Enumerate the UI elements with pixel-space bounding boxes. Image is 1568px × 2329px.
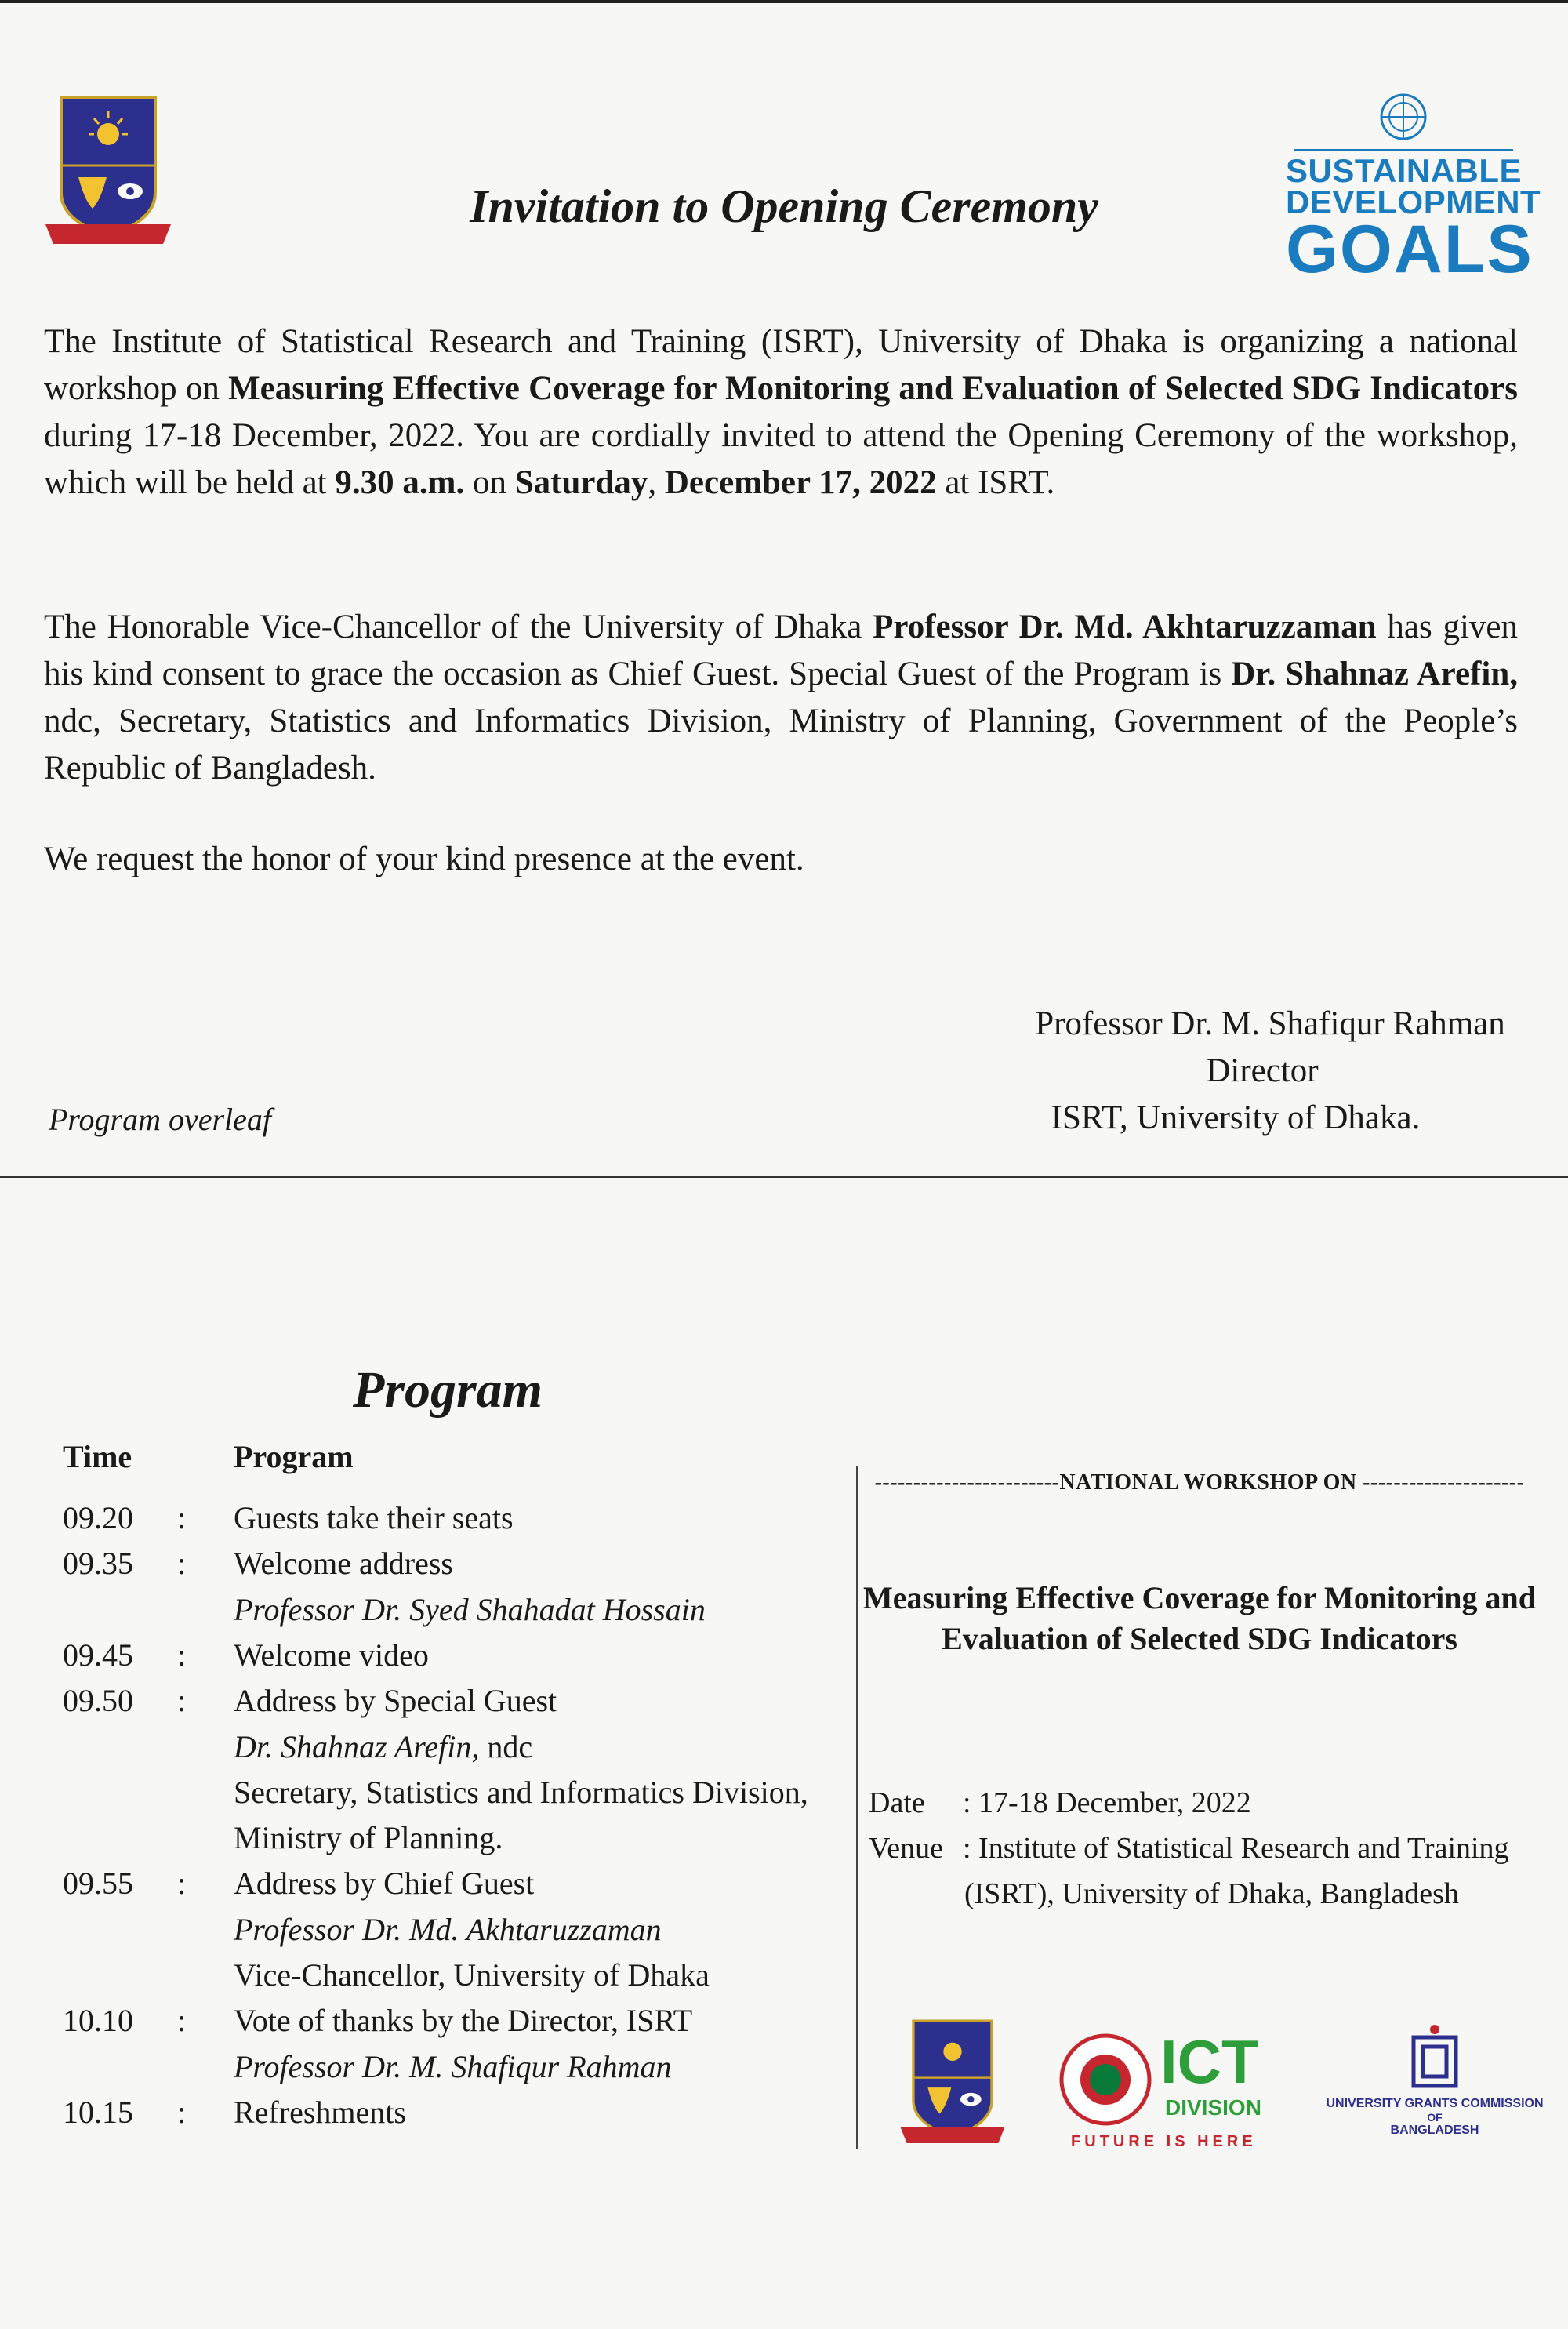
program-item-text: Address by Chief Guest: [234, 1866, 535, 1902]
workshop-venue: [869, 1826, 1509, 1871]
program-row: [0, 1819, 862, 1865]
workshop-title-line1: Measuring Effective Coverage for Monitoring and: [863, 1580, 1536, 1615]
venue-value: : Institute of Statistical Research and Training: [963, 1832, 1509, 1865]
program-item: [234, 1499, 514, 1536]
header-time: Time: [63, 1439, 132, 1474]
invitation-paragraph-1: [44, 318, 1518, 507]
chief-guest-bold: Professor Dr. Md. Akhtaruzzaman: [873, 609, 1377, 645]
invitation-paragraph-3: We request the honor of your kind presence at the event.: [44, 841, 804, 877]
program-time: 09.35: [63, 1546, 133, 1582]
invitation-paragraph-2: [44, 604, 1518, 792]
program-time: 09.50: [63, 1683, 133, 1719]
program-row: [0, 2002, 862, 2047]
sdg-line1: SUSTAINABLE: [1286, 152, 1523, 189]
ugc-line1: UNIVERSITY GRANTS COMMISSION: [1326, 2097, 1544, 2110]
para2-text-2: has given his kind consent to grace the occasion as Chief Guest. Special Guest of the Program is: [44, 609, 1518, 692]
program-item-text: Vote of thanks by the Director, ISRT: [234, 2003, 693, 2039]
program-item: [234, 1774, 808, 1811]
program-item-text: Secretary, Statistics and Informatics Division,: [234, 1774, 808, 1810]
date-bold: December 17, 2022: [664, 464, 937, 501]
program-item: [234, 2048, 672, 2085]
program-item-text: Guests take their seats: [234, 1500, 514, 1535]
program-row: [0, 1499, 862, 1545]
program-item-text: Welcome address: [234, 1546, 453, 1582]
day-bold: Saturday: [514, 464, 648, 501]
program-item: [234, 2002, 692, 2039]
program-row: [0, 2094, 862, 2139]
program-time: 09.55: [63, 1866, 133, 1902]
program-item-text: Dr. Shahnaz Arefin: [234, 1728, 472, 1764]
para2-text-3: ndc, Secretary, Statistics and Informatics Division, Ministry of Planning, Government of the People’s Republic of Bangladesh.: [44, 703, 1518, 787]
bangladesh-govt-seal-icon: [1058, 2033, 1152, 2127]
program-item: [234, 1957, 710, 1993]
workshop-heading: ------------------------NATIONAL WORKSHOP ON ---------------------: [874, 1470, 1525, 1495]
para1-text-4: ,: [648, 464, 665, 501]
program-item: [234, 1591, 706, 1628]
program-item: [234, 2094, 406, 2131]
date-label: Date: [869, 1786, 925, 1819]
program-item: [234, 1637, 429, 1673]
ict-tagline: FUTURE IS HERE: [1071, 2133, 1257, 2150]
vertical-divider: [856, 1466, 858, 2149]
program-row: [0, 1957, 862, 2002]
program-item: [234, 1545, 453, 1582]
program-item-text: Professor Dr. Syed Shahadat Hossain: [234, 1591, 706, 1627]
program-colon: :: [177, 1866, 187, 1902]
workshop-venue-line2: (ISRT), University of Dhaka, Bangladesh: [964, 1877, 1459, 1910]
program-item: [234, 1728, 532, 1765]
program-colon: :: [177, 1637, 187, 1673]
ict-big-text: ICT: [1160, 2027, 1259, 2096]
header-program: Program: [234, 1439, 354, 1474]
dhaka-university-logo-small: [894, 2014, 1011, 2155]
para1-text-5: at ISRT.: [936, 464, 1055, 501]
program-colon: :: [177, 1683, 187, 1719]
program-row: [0, 1728, 862, 1774]
ugc-line3: BANGLADESH: [1390, 2124, 1479, 2137]
program-item-text: Professor Dr. M. Shafiqur Rahman: [234, 2048, 672, 2084]
invitation-title: Invitation to Opening Ceremony: [470, 180, 1098, 232]
program-item-text: Vice-Chancellor, University of Dhaka: [234, 1957, 710, 1993]
program-row: [0, 1545, 862, 1590]
program-time: 09.20: [63, 1500, 133, 1535]
venue-label: Venue: [869, 1832, 943, 1865]
sdg-goals: GOALS: [1286, 212, 1534, 287]
workshop-date: [869, 1780, 1251, 1826]
ugc-line2: OF: [1427, 2111, 1443, 2124]
program-time: 10.10: [63, 2003, 133, 2039]
program-item-suffix: , ndc: [471, 1728, 533, 1764]
program-time: 10.15: [63, 2094, 133, 2130]
time-bold: 9.30 a.m.: [335, 464, 465, 501]
special-guest-bold: Dr. Shahnaz Arefin,: [1231, 656, 1518, 692]
program-time: 09.45: [63, 1637, 133, 1673]
sdg-line2: DEVELOPMENT: [1286, 183, 1541, 220]
program-colon: :: [177, 2094, 187, 2130]
program-header-row: [0, 1438, 862, 1484]
program-item: [234, 1682, 557, 1719]
program-overleaf-note: Program overleaf: [49, 1102, 272, 1137]
ict-division-text: DIVISION: [1165, 2095, 1261, 2120]
ugc-emblem-icon: [1407, 2023, 1462, 2091]
signature-name: Professor Dr. M. Shafiqur Rahman: [1035, 1005, 1505, 1042]
para1-text-2: during 17-18 December, 2022. You are cordially invited to attend the Opening Ceremony of the workshop, which will be held at: [44, 417, 1518, 501]
program-colon: :: [177, 1500, 187, 1535]
ict-division-logo: [1058, 2027, 1278, 2158]
program-item-text: Ministry of Planning.: [234, 1820, 503, 1856]
program-item-text: Professor Dr. Md. Akhtaruzzaman: [234, 1911, 662, 1947]
date-value: : 17-18 December, 2022: [963, 1786, 1251, 1819]
program-item: [234, 1819, 503, 1856]
program-item-text: Welcome video: [234, 1637, 429, 1673]
program-row: [0, 1682, 862, 1728]
signature-org: ISRT, University of Dhaka.: [1051, 1099, 1421, 1136]
program-row: [0, 1774, 862, 1819]
un-emblem-icon: [1376, 89, 1431, 144]
program-row: [0, 1911, 862, 1957]
program-title: Program: [353, 1361, 543, 1419]
para1-text-1: The Institute of Statistical Research and Training (ISRT), University of Dhaka is organizing a national workshop on: [44, 323, 1518, 407]
program-row: [0, 1865, 862, 1910]
program-item-text: Refreshments: [234, 2094, 406, 2130]
program-row: [0, 2048, 862, 2094]
program-row: [0, 1591, 862, 1637]
program-item-text: Address by Special Guest: [234, 1683, 557, 1719]
para1-text-3: on: [464, 464, 515, 501]
signature-role: Director: [1206, 1052, 1319, 1089]
program-colon: :: [177, 2003, 187, 2039]
workshop-title-line2: Evaluation of Selected SDG Indicators: [942, 1621, 1457, 1656]
workshop-title: [862, 1578, 1537, 1659]
ugc-logo: [1317, 2023, 1552, 2138]
program-row: [0, 1637, 862, 1682]
program-item: [234, 1865, 534, 1902]
para2-text-1: The Honorable Vice-Chancellor of the University of Dhaka: [44, 609, 873, 645]
program-item: [234, 1911, 662, 1948]
workshop-name-bold: Measuring Effective Coverage for Monitoring and Evaluation of Selected SDG Indicators: [228, 370, 1519, 407]
program-colon: :: [177, 1546, 187, 1582]
